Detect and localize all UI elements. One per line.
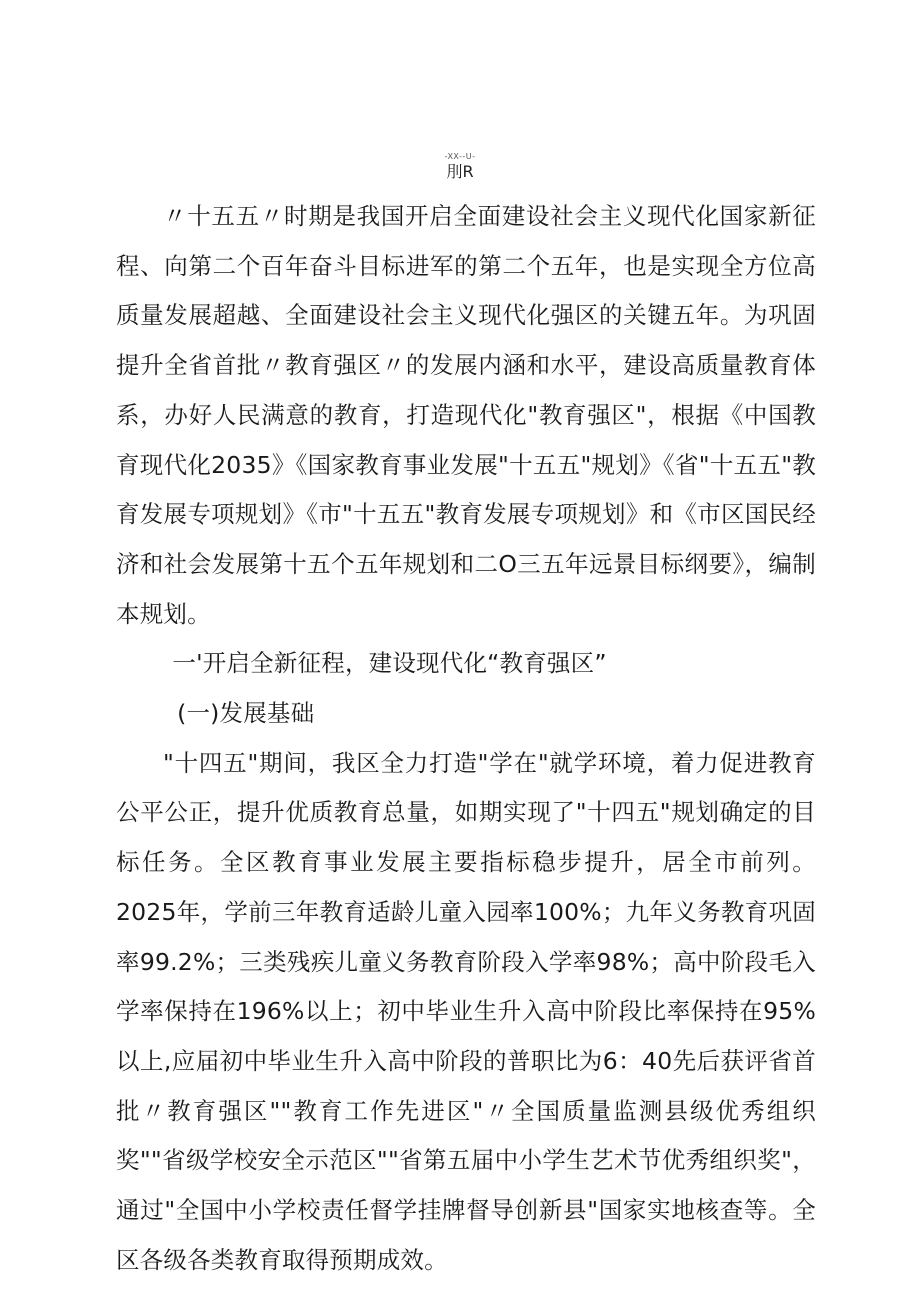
page-title: 刖R	[446, 162, 474, 181]
foundation-paragraph: "十四五"期间，我区全力打造"学在"就学环境，着力促进教育公平公正，提升优质教育总量，如期实现了"十四五"规划确定的目标任务。全区教育事业发展主要指标稳步提升，居全市前列。2025年，学前三年教育适龄儿童入园率100%；九年义务教育巩固率99.2%；三类残疾儿童义务教育阶段入学率98%；高中阶段毛入学率保持在196%以上；初中毕业生升入高中阶段比率保持在95%以上,应届初中毕业生升入高中阶段的普职比为6：40先后获评省首批〃教育强区""教育工作先进区"〃全国质量监测县级优秀组织奖""省级学校安全示范区""省第五届中小学生艺术节优秀组织奖"，通过"全国中小学校责任督学挂牌督导创新县"国家实地核查等。全区各级各类教育取得预期成效。	[116, 748, 816, 1274]
subsection-heading: (一)发展基础	[177, 699, 315, 728]
intro-paragraph: 〃十五五〃时期是我国开启全面建设社会主义现代化国家新征程、向第二个百年奋斗目标进军的第二个五年，也是实现全方位高质量发展超越、全面建设社会主义现代化强区的关键五年。为巩固提升全省首批〃教育强区〃的发展内涵和水平，建设高质量教育体系，办好人民满意的教育，打造现代化"教育强区"，根据《中国教育现代化2035》《国家教育事业发展"十五五"规划》《省"十五五"教育发展专项规划》《市"十五五"教育发展专项规划》和《市区国民经济和社会发展第十五个五年规划和二O三五年远景目标纲要》，编制本规划。	[116, 202, 816, 628]
document-body	[116, 192, 816, 1285]
header-note: -XX--U-	[444, 152, 476, 161]
section-heading: 一'开启全新征程，建设现代化“教育强区”	[172, 649, 607, 678]
